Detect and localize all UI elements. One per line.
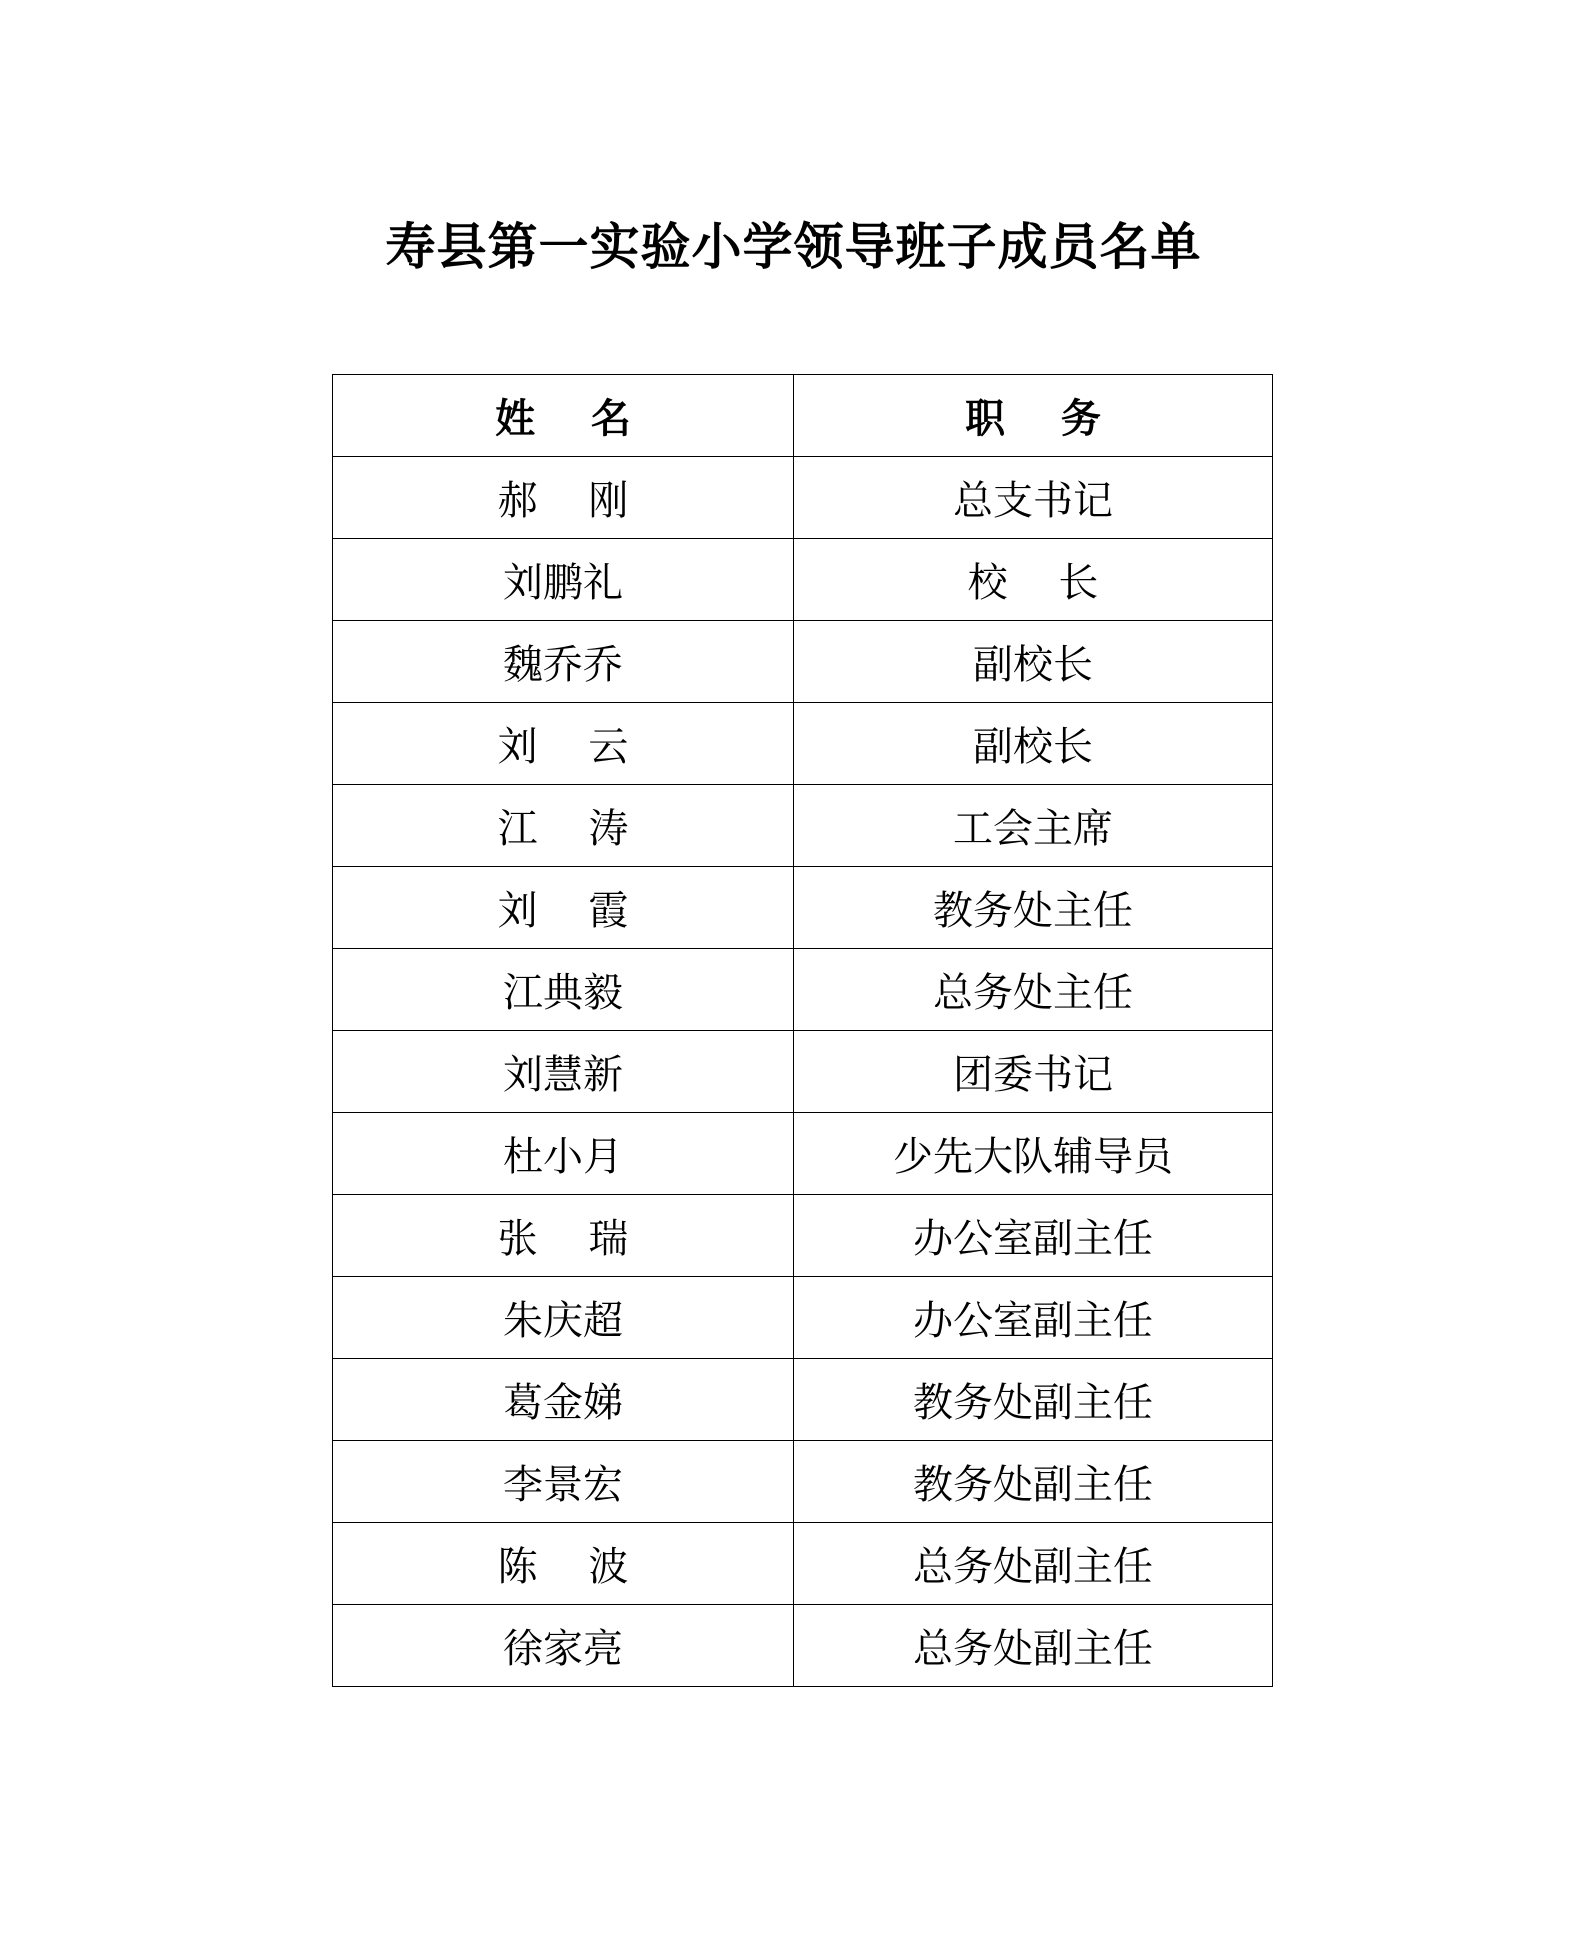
header-role: 职 务 <box>794 375 1273 457</box>
cell-name: 刘慧新 <box>333 1031 794 1113</box>
table-row <box>333 539 1273 621</box>
table-row <box>333 1113 1273 1195</box>
header-name: 姓 名 <box>333 375 794 457</box>
cell-role: 教务处副主任 <box>794 1359 1273 1441</box>
table-row <box>333 949 1273 1031</box>
cell-role: 总务处副主任 <box>794 1605 1273 1687</box>
document-title: 寿县第一实验小学领导班子成员名单 <box>385 217 1202 276</box>
cell-name: 刘 霞 <box>333 867 794 949</box>
cell-name: 江典毅 <box>333 949 794 1031</box>
cell-name: 郝 刚 <box>333 457 794 539</box>
table-row <box>333 703 1273 785</box>
table-row <box>333 1277 1273 1359</box>
cell-role: 副校长 <box>794 703 1273 785</box>
cell-name: 张 瑞 <box>333 1195 794 1277</box>
cell-role: 少先大队辅导员 <box>794 1113 1273 1195</box>
leadership-roster-table <box>332 374 1273 1687</box>
cell-role: 校 长 <box>794 539 1273 621</box>
table-row <box>333 621 1273 703</box>
table-row <box>333 1441 1273 1523</box>
cell-name: 魏乔乔 <box>333 621 794 703</box>
table-row <box>333 1031 1273 1113</box>
cell-name: 刘 云 <box>333 703 794 785</box>
cell-role: 办公室副主任 <box>794 1195 1273 1277</box>
cell-role: 总支书记 <box>794 457 1273 539</box>
table-row <box>333 1523 1273 1605</box>
cell-name: 江 涛 <box>333 785 794 867</box>
table-header-row <box>333 375 1273 457</box>
table-row <box>333 867 1273 949</box>
cell-role: 教务处副主任 <box>794 1441 1273 1523</box>
cell-role: 团委书记 <box>794 1031 1273 1113</box>
table-row <box>333 785 1273 867</box>
cell-role: 办公室副主任 <box>794 1277 1273 1359</box>
cell-name: 刘鹏礼 <box>333 539 794 621</box>
cell-name: 徐家亮 <box>333 1605 794 1687</box>
cell-name: 杜小月 <box>333 1113 794 1195</box>
cell-name: 李景宏 <box>333 1441 794 1523</box>
cell-role: 副校长 <box>794 621 1273 703</box>
cell-name: 葛金娣 <box>333 1359 794 1441</box>
table-row <box>333 1195 1273 1277</box>
table-row <box>333 457 1273 539</box>
cell-name: 陈 波 <box>333 1523 794 1605</box>
cell-role: 总务处副主任 <box>794 1523 1273 1605</box>
table-row <box>333 1359 1273 1441</box>
cell-role: 工会主席 <box>794 785 1273 867</box>
cell-name: 朱庆超 <box>333 1277 794 1359</box>
table-row <box>333 1605 1273 1687</box>
cell-role: 总务处主任 <box>794 949 1273 1031</box>
cell-role: 教务处主任 <box>794 867 1273 949</box>
